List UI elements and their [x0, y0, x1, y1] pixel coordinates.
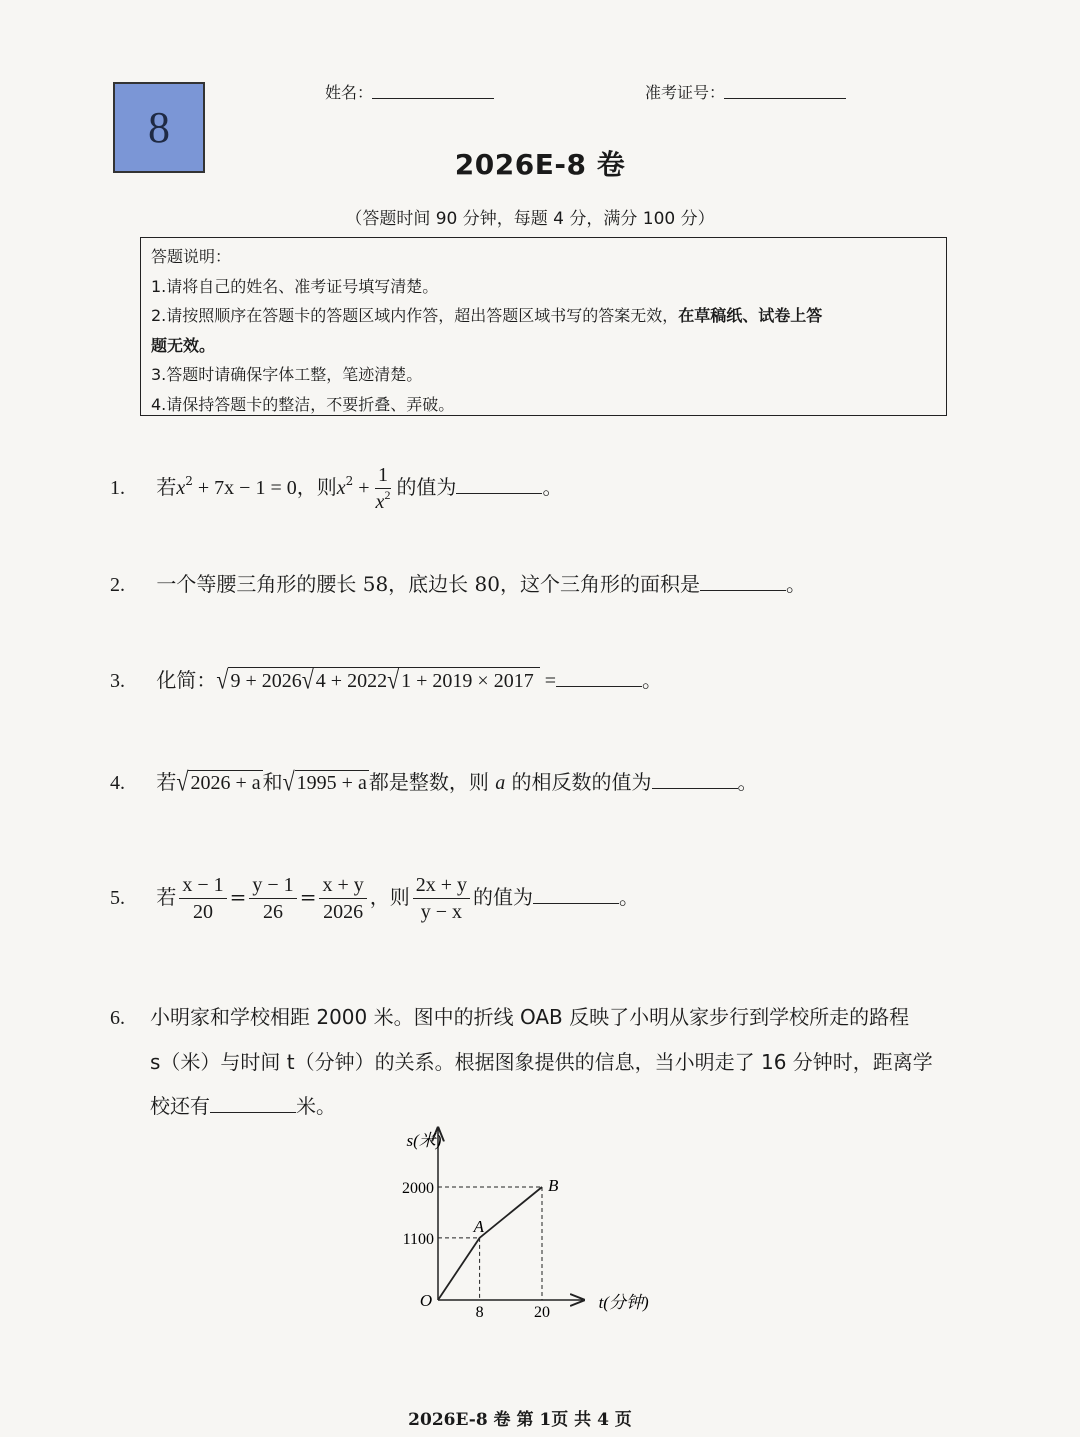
question-6	[110, 995, 980, 1128]
page-footer: 2026E-8 卷 第 1页 共 4 页	[408, 1410, 632, 1430]
exam-id-label: 准考证号：	[645, 83, 726, 102]
q5-suffix: 的值为	[473, 885, 534, 909]
instruction-item-2-text: 2.请按照顺序在答题卡的答题区域内作答，超出答题区域书写的答案无效，	[151, 306, 679, 325]
point-label-B: B	[548, 1176, 559, 1195]
question-1: 1. 若$x^2 + 7x - 1 = 0$，则$x^2$ + $\frac{1}{x^2}$ 的值为 。	[110, 464, 563, 513]
question-number: 1.	[110, 477, 125, 499]
q5-connector: ，则	[369, 885, 410, 909]
q1-equation: + 7x − 1 = 0	[192, 477, 297, 499]
q3-equals: =	[539, 670, 556, 692]
q3-outer-radical: √ 9 + 2026√ 4 + 2022√ 1 + 2019 × 2017	[216, 665, 539, 696]
q4-radical-2: √ 1995 + a	[282, 766, 367, 797]
q1-prefix: 若	[156, 475, 177, 499]
q4-text-2: 的相反数的值为	[511, 770, 652, 794]
q4-radical-1: √ 2026 + a	[176, 766, 261, 797]
instruction-item-2-cont	[151, 331, 936, 361]
instruction-item-1: 1.请将自己的姓名、准考证号填写清楚。	[151, 276, 439, 296]
q1-frac-numerator: 1	[375, 462, 391, 489]
q4-radicand-1: 2026 + a	[190, 772, 261, 794]
exam-id-field[interactable]	[724, 98, 846, 99]
q5-fraction-3	[319, 872, 366, 925]
name-label: 姓名：	[325, 83, 374, 102]
q3-inner-radical: √ 1 + 2019 × 2017	[387, 664, 534, 695]
answer-blank-6[interactable]	[210, 1090, 296, 1113]
q1-end: 。	[542, 475, 563, 499]
q5-prefix: 若	[156, 885, 177, 909]
answer-blank-5[interactable]	[533, 881, 619, 904]
point-label-A: A	[473, 1216, 484, 1236]
q5-fraction-1	[179, 872, 226, 925]
distance-time-chart	[380, 1120, 760, 1330]
q6-line-3-end: 米。	[296, 1094, 336, 1118]
question-number: 6.	[110, 1007, 125, 1029]
q3-term-a: 9 + 2026	[230, 670, 302, 692]
instructions-box	[140, 237, 947, 416]
q6-line-1: 小明家和学校相距 2000 米。图中的折线 OAB 反映了小明从家步行到学校所走的路程	[150, 1005, 910, 1029]
origin-label: O	[419, 1291, 433, 1310]
name-field[interactable]	[372, 98, 494, 99]
instruction-item-4: 4.请保持答题卡的整洁，不要折叠、弄破。	[151, 394, 455, 414]
q3-term-b: 4 + 2022	[315, 670, 388, 692]
q5-f2-numerator: y − 1	[249, 872, 296, 899]
x-axis-label: t(分钟)	[598, 1293, 649, 1312]
question-number: 3.	[110, 670, 125, 692]
q6-line-3: 校还有	[150, 1094, 210, 1118]
q4-text-1: 都是整数，则	[368, 770, 489, 794]
q5-f2-denominator: 26	[263, 901, 284, 923]
question-2	[110, 568, 806, 600]
q5-fraction-2	[249, 872, 296, 925]
q5-f4-denominator: y − x	[420, 901, 463, 923]
instruction-item-2-bold: 在草稿纸、试卷上答	[678, 306, 823, 325]
q3-term-c: 1 + 2019 × 2017	[401, 670, 534, 692]
question-4: 4. 若√ 2026 + a 和√ 1995 + a 都是整数，则 a 的相反数的值为 。	[110, 766, 758, 797]
q3-middle-radical: √ 4 + 2022√ 1 + 2019 × 2017	[301, 664, 534, 695]
q5-f1-denominator: 20	[193, 901, 213, 923]
x-tick-label: 8	[475, 1304, 484, 1321]
q5-end: 。	[619, 885, 640, 909]
answer-blank-1[interactable]	[456, 471, 542, 494]
answer-blank-4[interactable]	[652, 766, 738, 789]
q4-connector: 和	[262, 770, 283, 794]
question-3	[110, 664, 662, 696]
question-number: 4.	[110, 772, 125, 794]
q3-prefix: 化简：	[156, 668, 217, 692]
answer-blank-2[interactable]	[700, 568, 786, 591]
q5-f3-denominator: 2026	[323, 901, 364, 923]
q1-suffix: 的值为	[396, 475, 457, 499]
paper-number-badge: 8	[113, 82, 205, 173]
q1-fraction: $\frac{1}{x^2}$	[375, 464, 391, 513]
q5-f1-numerator: x − 1	[179, 872, 226, 899]
q4-end: 。	[737, 770, 758, 794]
instructions-heading: 答题说明：	[151, 247, 232, 266]
q1-connector: ，则	[296, 475, 337, 499]
page-title: 2026E-8 卷	[454, 148, 626, 181]
y-axis-label: s(米)	[406, 1131, 442, 1150]
question-5: 5. 若 $\frac{x - 1}{20}$ = $\frac{y - 1}{26}$ = $\frac{x + y}{2026}$ ，则 $\frac{2x + y}{y - x}$ 的值为 。	[110, 874, 640, 923]
instruction-item-2	[151, 301, 936, 331]
q5-f3-numerator: x + y	[319, 872, 366, 899]
answer-blank-3[interactable]	[556, 664, 642, 687]
q5-f4-numerator: 2x + y	[413, 872, 470, 899]
q2-text: 一个等腰三角形的腰长 58，底边长 80，这个三角形的面积是	[156, 572, 700, 596]
y-tick-label: 1100	[402, 1230, 434, 1248]
question-number: 5.	[110, 887, 125, 909]
q4-radicand-2: 1995 + a	[296, 772, 367, 794]
series-line-OAB	[438, 1187, 542, 1300]
x-tick-label: 20	[534, 1304, 550, 1321]
q3-end: 。	[642, 668, 662, 692]
q6-line-2: s（米）与时间 t（分钟）的关系。根据图象提供的信息，当小明走了 16 分钟时，距离学	[150, 1050, 933, 1074]
instruction-item-2-bold-cont: 题无效。	[151, 335, 216, 355]
exam-subtitle: （答题时间 90 分钟，每题 4 分，满分 100 分）	[345, 209, 715, 229]
y-tick-label: 2000	[402, 1180, 434, 1197]
instruction-item-3: 3.答题时请确保字体工整，笔迹清楚。	[151, 365, 423, 384]
q4-prefix: 若	[156, 770, 177, 794]
question-number: 2.	[110, 574, 125, 596]
q2-end: 。	[785, 572, 806, 596]
q5-fraction-4	[413, 872, 470, 925]
